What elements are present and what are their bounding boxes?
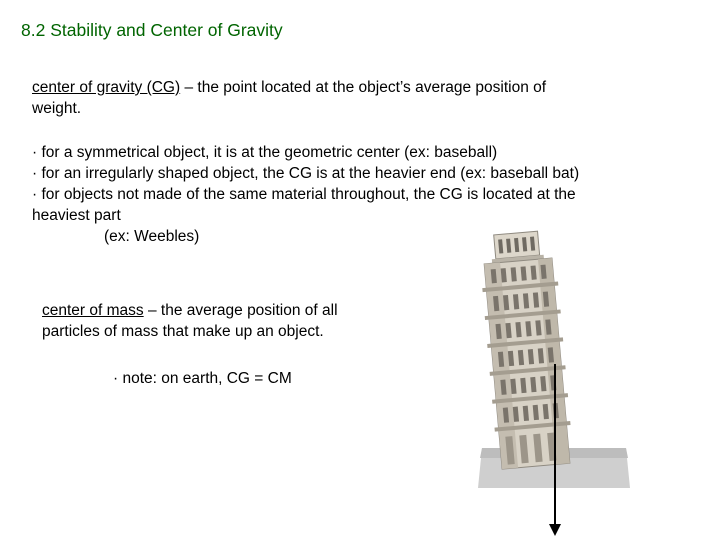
cm-term: center of mass [42, 302, 144, 319]
note-cg-cm: · note: on earth, CG = CM [113, 370, 292, 387]
cg-definition-text: – the point located at the object’s average position of [180, 79, 547, 96]
cm-definition [42, 300, 338, 342]
bullet-materials-cont: heaviest part [32, 207, 121, 224]
slide-title: 8.2 Stability and Center of Gravity [21, 20, 283, 40]
cg-definition-text-cont: weight. [32, 100, 82, 117]
cg-term: center of gravity (CG) [32, 79, 181, 96]
bullet-irregular: · for an irregularly shaped object, the CG is at the heavier end (ex: baseball bat) [32, 165, 580, 182]
gravity-arrow [530, 360, 580, 538]
bullet-materials: · for objects not made of the same material throughout, the CG is located at the [32, 186, 576, 203]
cm-definition-text: – the average position of all [143, 302, 338, 319]
cg-definition [32, 77, 546, 119]
bullet-example-weebles: (ex: Weebles) [104, 228, 200, 245]
bullet-symmetrical: · for a symmetrical object, it is at the geometric center (ex: baseball) [32, 144, 498, 161]
cm-definition-text-cont: particles of mass that make up an object. [42, 323, 324, 340]
